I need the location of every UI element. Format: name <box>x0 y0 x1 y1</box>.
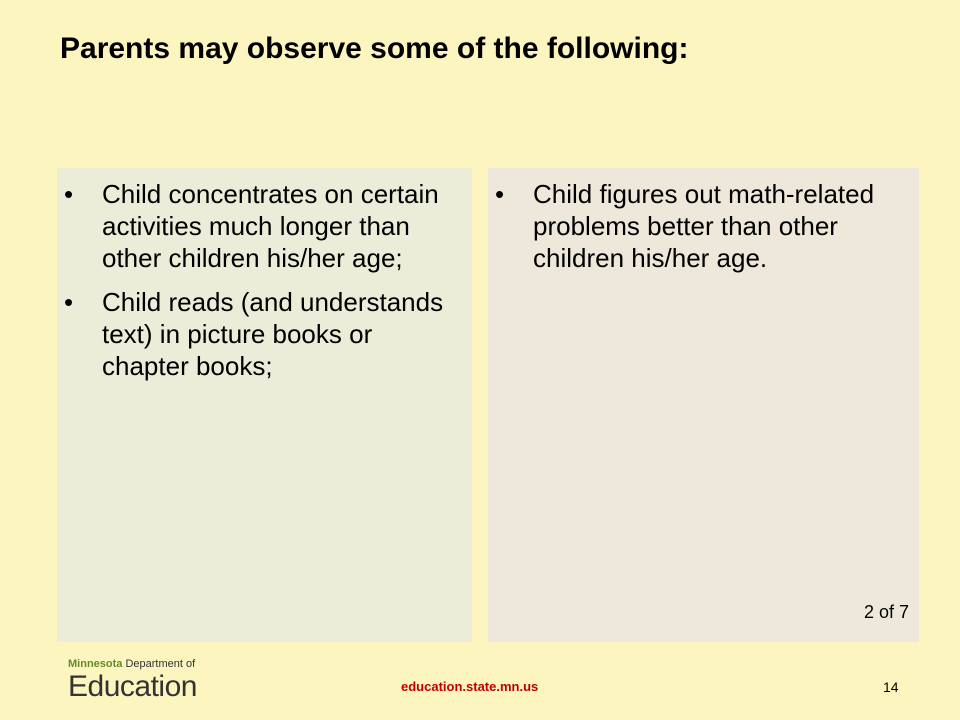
right-bullet-list <box>495 178 909 286</box>
left-bullet-list <box>64 178 462 394</box>
list-item-text: Child concentrates on certain activities much longer than other children his/her age; <box>102 179 439 273</box>
logo-state: Minnesota <box>68 658 123 670</box>
mn-education-logo <box>68 658 218 708</box>
slide-number: 14 <box>883 679 899 695</box>
list-item-text: Child reads (and understands text) in picture books or chapter books; <box>102 287 444 381</box>
slide-title: Parents may observe some of the following: <box>60 32 689 65</box>
list-item <box>64 178 462 274</box>
logo-subtitle <box>68 658 218 670</box>
bullet-icon: • <box>495 179 505 209</box>
list-item <box>64 286 462 382</box>
list-item-text: Child figures out math-related problems better than other children his/her age. <box>533 179 875 273</box>
bullet-icon: • <box>64 179 74 209</box>
footer-url[interactable]: education.state.mn.us <box>401 679 539 694</box>
page-count: 2 of 7 <box>863 602 909 622</box>
logo-wordmark: Education <box>68 670 197 703</box>
list-item <box>495 178 909 274</box>
right-content-panel <box>488 168 919 642</box>
logo-dept: Department of <box>125 658 196 670</box>
left-content-panel <box>57 168 472 642</box>
bullet-icon: • <box>64 287 74 317</box>
